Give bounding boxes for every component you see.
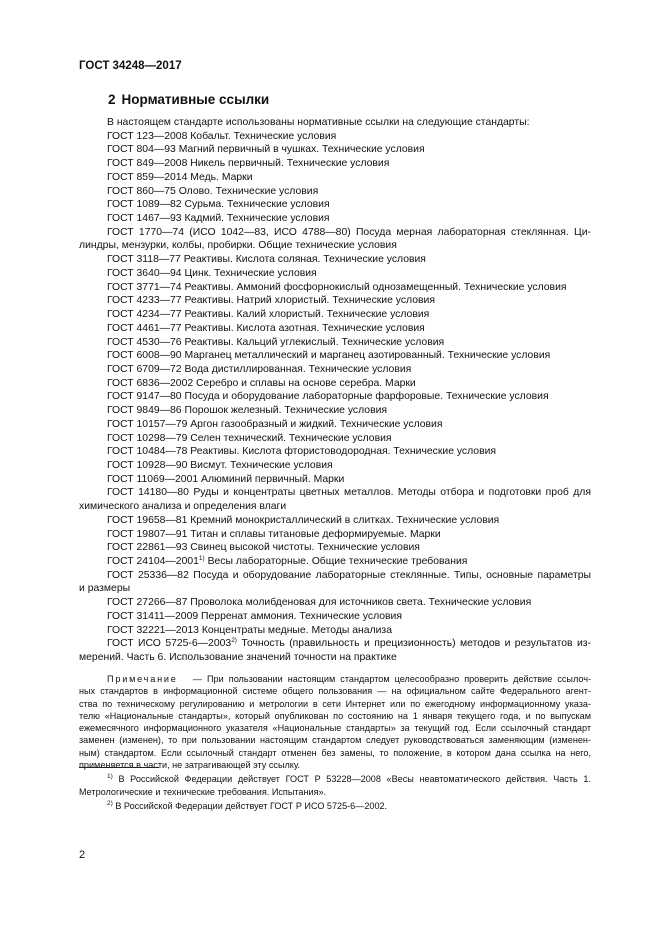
reference-title: Реактивы. Кислота азотная. Технические условия [184,322,425,334]
footnote-divider [79,767,159,768]
note-block [79,673,591,771]
note-line: заменен (изменен), то при пользовании настоящим стандартом следует руководствоваться заменяющим (изменен- [79,735,591,746]
reference-code: ГОСТ 19807—91 [107,528,188,540]
reference-title: Концентраты медные. Методы анализа [201,624,392,636]
reference-item [79,349,591,363]
intro-paragraph: В настоящем стандарте использованы нормативные ссылки на следующие стандарты: [107,117,530,128]
reference-code: ГОСТ 4234—77 [107,309,182,321]
reference-title: Аргон газообразный и жидкий. Технические условия [190,418,443,430]
reference-title: Порошок железный. Технические условия [184,405,388,417]
reference-code: ГОСТ 3771—74 [107,281,182,293]
reference-code: ГОСТ 1770—74 [107,226,184,238]
reference-item [79,171,591,185]
note-line: ным) стандартом. Если ссылочный стандарт отменен без замены, то положение, в котором дана ссылка на него, [79,747,591,758]
reference-code: ГОСТ 9849—86 [107,405,182,417]
reference-code: ГОСТ 22861—93 [107,542,188,554]
note-label: Примечание [107,674,178,684]
reference-title: Серебро и сплавы на основе серебра. Марки [196,377,416,389]
reference-code: ГОСТ 1467—93 [107,213,182,225]
footnote-mark: 2) [231,637,237,645]
note-line: ных стандартов в информационной системе общего пользования — на официальном сайте Федерального агент- [79,686,591,697]
reference-code: ГОСТ 6836—2002 [107,377,194,389]
reference-item [79,432,591,446]
reference-code: ГОСТ 4530—76 [107,336,182,348]
reference-title: Реактивы. Кислота фтористоводородная. Технические условия [190,446,497,458]
reference-code: ГОСТ 14180—80 [107,487,189,499]
reference-title: Проволока молибденовая для источников света. Технические условия [190,597,532,609]
reference-item [79,404,591,418]
section-title: Нормативные ссылки [121,92,270,107]
reference-code: ГОСТ 31411—2009 [107,610,199,622]
reference-item [79,473,591,487]
reference-code: ГОСТ 10157—79 [107,418,188,430]
reference-title: Висмут. Технические условия [190,459,333,471]
reference-title: (ИСО 1042—83, ИСО 4788—80) Посуда мерная лабораторная стеклянная. Ци- [189,226,591,238]
reference-title: Сурьма. Технические условия [184,199,330,211]
footnote-text: В Российской Федерации действует ГОСТ Р ИСО 5725-6—2002. [115,800,388,811]
reference-item [79,226,591,240]
section-heading [108,92,269,107]
reference-code: ГОСТ 4233—77 [107,295,182,307]
note-line: телю «Национальные стандарты», который опубликован по состоянию на 1 января текущего года, и по выпускам [79,710,591,721]
reference-title: Руды и концентраты цветных металлов. Методы отбора и подготовки проб для [193,487,592,499]
reference-title: Перренат аммония. Технические условия [201,610,402,622]
reference-item [79,322,591,336]
note-text: — При пользовании настоящим стандартом целесообразно проверить действие ссылоч- [192,674,591,684]
reference-code: ГОСТ 804—93 [107,144,176,156]
reference-title: Посуда и оборудование лабораторные стеклянные. Типы, основные параметры [193,569,591,581]
reference-code: ГОСТ 1089—82 [107,199,182,211]
reference-title: Вода дистиллированная. Технические условия [184,363,412,375]
reference-item [79,486,591,500]
note-line: ства по техническому регулированию и метрологии в сети Интернет или по ежегодному информационному указа- [79,698,591,709]
reference-title: Реактивы. Натрий хлористый. Технические условия [184,295,435,307]
reference-continuation: химического анализа и определения влаги [79,501,287,513]
reference-item [79,445,591,459]
reference-item [79,157,591,171]
reference-title: Кобальт. Технические условия [190,130,337,142]
reference-code: ГОСТ 860—75 [107,185,176,197]
reference-title: Кадмий. Технические условия [184,213,330,225]
reference-item [79,363,591,377]
reference-code: ГОСТ 3640—94 [107,267,182,279]
reference-item [79,637,591,651]
footnote-mark: 2) [107,799,113,807]
reference-item [79,610,591,624]
reference-title: Селен технический. Технические условия [190,432,392,444]
reference-item [79,377,591,391]
reference-code: ГОСТ 27266—87 [107,597,188,609]
note-line [79,673,591,685]
reference-title: Магний первичный в чушках. Технические условия [178,144,425,156]
section-number: 2 [108,92,116,107]
reference-item [79,514,591,528]
reference-code: ГОСТ 123—2008 [107,130,188,142]
footnotes [79,773,591,813]
reference-item [79,418,591,432]
reference-title: Олово. Технические условия [178,185,319,197]
reference-item [79,624,591,638]
reference-item [79,281,591,295]
reference-title: Титан и сплавы титановые деформируемые. Марки [190,528,441,540]
reference-item [79,253,591,267]
reference-code: ГОСТ 6008—90 [107,350,182,362]
reference-title: Реактивы. Кальций углекислый. Технические условия [184,336,445,348]
footnote-text: В Российской Федерации действует ГОСТ Р 53228—2008 «Весы неавтоматического действия. Часть 1. [118,774,591,784]
reference-title: Кремний монокристаллический в слитках. Технические условия [190,514,500,526]
reference-title: Цинк. Технические условия [184,267,317,279]
reference-code: ГОСТ 859—2014 [107,171,188,183]
reference-title: Посуда и оборудование лабораторные фарфоровые. Технические условия [184,391,549,403]
reference-code: ГОСТ ИСО 5725-6—2003 [107,638,232,650]
reference-item [79,459,591,473]
note-line: применяется в части, не затрагивающей эту ссылку. [79,760,301,771]
reference-list [79,130,591,665]
reference-continuation: мерений. Часть 6. Использование значений точности на практике [79,652,397,664]
reference-code: ГОСТ 9147—80 [107,391,182,403]
reference-item [79,541,591,555]
reference-code: ГОСТ 849—2008 [107,158,188,170]
reference-code: ГОСТ 19658—81 [107,514,188,526]
reference-continuation: и размеры [79,583,131,595]
reference-code: ГОСТ 10928—90 [107,459,188,471]
reference-code: ГОСТ 10298—79 [107,432,188,444]
reference-item [79,596,591,610]
footnote-1 [79,773,591,786]
reference-item [79,212,591,226]
reference-title: Точность (правильность и прецизионность) методов и результатов из- [241,638,592,650]
reference-item [79,185,591,199]
reference-title: Реактивы. Аммоний фосфорнокислый однозамещенный. Технические условия [184,281,567,293]
reference-item [79,555,591,569]
reference-title: Медь. Марки [190,171,253,183]
reference-code: ГОСТ 32221—2013 [107,624,199,636]
references-body [79,116,591,665]
reference-title: Реактивы. Калий хлористый. Технические условия [184,309,430,321]
reference-code: ГОСТ 10484—78 [107,446,188,458]
reference-item [79,267,591,281]
footnote-mark: 1) [198,555,205,562]
page-number: 2 [79,849,86,861]
reference-item [79,308,591,322]
footnote-mark: 1) [107,773,113,780]
reference-title: Весы лабораторные. Общие технические требования [207,556,468,567]
footnote-1-continuation: Метрологические и технические требования. Испытания». [79,787,327,798]
note-line: ежемесячного информационного указателя «Национальные стандарты» за текущий год. Если ссылочный стандарт [79,723,591,734]
reference-code: ГОСТ 6709—72 [107,363,182,375]
reference-item [79,130,591,144]
reference-title: Алюминий первичный. Марки [201,473,345,485]
reference-code: ГОСТ 4461—77 [107,322,182,334]
reference-item [79,528,591,542]
reference-item [79,198,591,212]
reference-code: ГОСТ 24104—2001 [107,556,199,567]
reference-item [79,390,591,404]
reference-title: Реактивы. Кислота соляная. Технические условия [183,254,426,266]
reference-item [79,569,591,583]
document-id: ГОСТ 34248—2017 [79,60,182,72]
reference-item [79,336,591,350]
reference-item [79,143,591,157]
reference-title: Свинец высокой чистоты. Технические условия [190,542,420,554]
reference-item [79,294,591,308]
footnote-2 [79,800,591,813]
reference-continuation: линдры, мензурки, колбы, пробирки. Общие технические условия [79,240,397,252]
reference-code: ГОСТ 3118—77 [107,254,181,266]
reference-code: ГОСТ 11069—2001 [107,473,199,485]
reference-code: ГОСТ 25336—82 [107,569,189,581]
reference-title: Никель первичный. Технические условия [190,158,390,170]
reference-title: Марганец металлический и марганец азотированный. Технические условия [184,350,551,362]
